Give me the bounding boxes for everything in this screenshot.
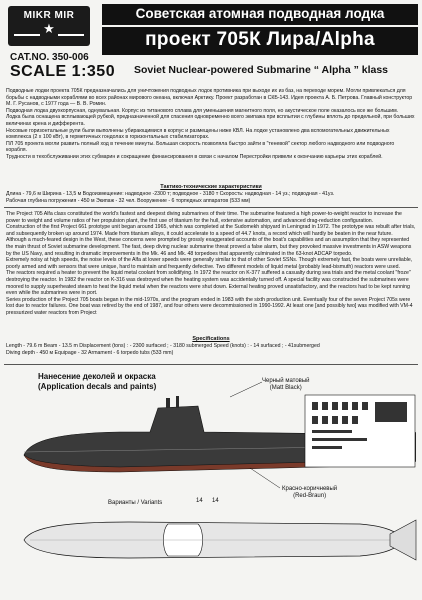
ru-paragraph: Подводные лодки проекта 705К предназначались для уничтожения подводных лодок противника при выходе их из баз, на переходе морем. Могли привлекаться для борьбы с надводными кораблями во всех районах мирового океана, включая Арктику. Проект разработан в СКБ-143. Идея проекта А. Б. Петрова. Главный конструктор М. Г. Русанов, с 1977 года — В. В. Ромин. [6, 88, 413, 108]
application-title-ru: Нанесение деколей и окраска [38, 372, 156, 381]
en-spec-line: Diving depth - 450 м Equipage - 32 Armament - 6 torpedo tubs (533 mm) [6, 349, 174, 356]
en-paragraph: Extremely noisy at high speeds, the noise levels of the Alfa at lower speeds were generally similar to that of other Soviet SSNs. Though extremely fast, the boats were unreliable, poorly armed and with sensors that were unique, hard to maintain and frequently defective. Two different models of liquid metal (probably lead-bismuth) reactors were used. [6, 257, 413, 270]
variants-text: Варианты / Variants [108, 500, 163, 506]
catalog-number: CAT.NO. 350-006 [10, 52, 89, 63]
ru-paragraph: ПЛ 705 проекта могли развить полный ход в течение минуты. Большая скорость позволяла быстро зайти в "теневой" сектор любого надводного или подводного корабля. [6, 140, 395, 154]
en-paragraph: Construction of the first Project 661 prototype unit began around 1965, which was completed at the Sudomekh shipyard in Leningrad in 1972. The prototype was rebuilt after trials, and subsequently broken up around 1974. Made from titanium alloys, it could accelerate to a speed of 44.7 knots, a record which will hardly be beaten in the near future. [6, 224, 416, 237]
ru-paragraph: Подводная лодка двухкорпусная, однувальная. Корпус из титанового сплава для уменьшения магнитного поля, но акустическое поле оказалось все же большим. [6, 107, 399, 114]
paint-callout-black [262, 378, 310, 392]
variants-label [108, 500, 162, 506]
paint-red-ru: Красно-коричневый [282, 486, 338, 492]
ru-spec-line: Рабочая глубина погружения - 450 м Экипаж - 32 чел. Вооружение - 6 торпедных аппаратов (533 мм) [6, 197, 251, 204]
title-ru-line2: проект 705К Лира/Alpha [145, 29, 375, 50]
logo-text: MIKR MIR [23, 10, 75, 21]
en-spec-line: Length - 79.6 m Beam - 13.5 m Displacement (tons) : - 2300 surfaced ; - 3180 submerged Speed (knots) : - 14 surfaced ; - 41submerged [6, 343, 320, 349]
callout-line [250, 468, 280, 488]
en-paragraph: Series production of the Project 705 boats began in the mid-1970s, and the program ended in 1983 with the sixth production unit. Eventually four of the seven Project 705s were lost due to reactor failures. One boat was retired by the end of 1987, and four others were decommissioned in 1990-1992. At least one [and possibly two] was modified with VM-4 pressurized water reactors from Project [6, 296, 413, 316]
decal-sheet [305, 395, 415, 467]
submarine-top-view [24, 520, 416, 560]
ru-paragraph: Лодка была оснащена всплывающей рубкой, предназначенной для спасения одновременно всего экипажа при всплытии с глубины вплоть до предельной, при больших величинах крена и дифферента. [6, 114, 415, 127]
en-paragraph: Although a much-feared design in the West, these concerns were prompted by grossly exaggerated accounts of the boat's capabilities and an assumption that they represented the main thrust of Soviet submarine development. The fast, deep diving nuclear submarine threat proved a false alarm, but they provoked massive investments in ASW weapons by the US Navy, and resulting in dramatic improvements in the Mk. 46 and Mk. 48 torpedoes that apparently culminated in the 63-knot ADCAP torpedo. [6, 237, 412, 257]
en-paragraph: The Project 705 Alfa class constituted the world's fastest and deepest diving submarines of their time. The submarine featured a high power-to-weight reactor to increase the power to weight and volume ratios of her propulsion plant, the first use of titanium for the hull, extensive automation, and advanced drag-reduction configuration. [6, 211, 402, 224]
en-paragraph: The reactors required a heater to prevent the liquid metal coolant from solidifying. In 1972 the reactor on K-377 suffered a casualty during sea trials and the metal coolant "froze" destroying the reactor. In 1982 the reactor on K-316 was destroyed when the heating system was accidentally turned off. A special facility was constructed the submarines were moored to supply superheated steam to heat the liquid metal when the reactors were shut down. External heating proved unsatisfactory, and the reactors had to be kept running even while the submarines were in port. [6, 270, 411, 297]
title-ru-line1: Советская атомная подводная лодка [135, 6, 385, 21]
application-title-en: (Application decals and paints) [38, 382, 157, 391]
title-en-subtitle: Soviet Nuclear-powered Submarine “ Alpha ” klass [134, 64, 389, 76]
ru-spec-title: Тактико-технические характеристики [160, 184, 262, 190]
paint-callout-red [282, 486, 337, 500]
scale-label: SCALE 1:350 [10, 63, 116, 80]
variant-a-badge: 14 [196, 498, 203, 504]
en-spec-title: Specifications [192, 336, 230, 342]
star-icon: ★ [43, 21, 55, 36]
ru-spec-line: Длина - 79,6 м Ширина - 13,5 м Водоизмещение: надводное -2300 т; подводное - 3180 т Скорость: надводная - 14 уз.; подводная - 41уз. [6, 191, 335, 197]
callout-line [230, 382, 262, 397]
ru-paragraph: Носовые горизонтальные рули были выполнены убирающимися в корпус и размещены ниже КВЛ. На лодке установлено два вспомогательных движительных комплекса (2 x 100 кВт), в герметичных гондолах в горизонтальных стабилизаторах. [6, 127, 390, 141]
paint-black-en: (Matt Black) [269, 385, 302, 391]
ru-paragraph: Трудности в техобслуживании этих субмарин и сокращение финансирования в связи с началом Перестройки привели к окончанию карьеры этих кораблей. [6, 153, 383, 160]
paint-black-ru: Черный матовый [262, 378, 310, 384]
variant-b-badge: 14 [212, 498, 219, 504]
paint-red-en: (Red-Braun) [293, 493, 327, 499]
